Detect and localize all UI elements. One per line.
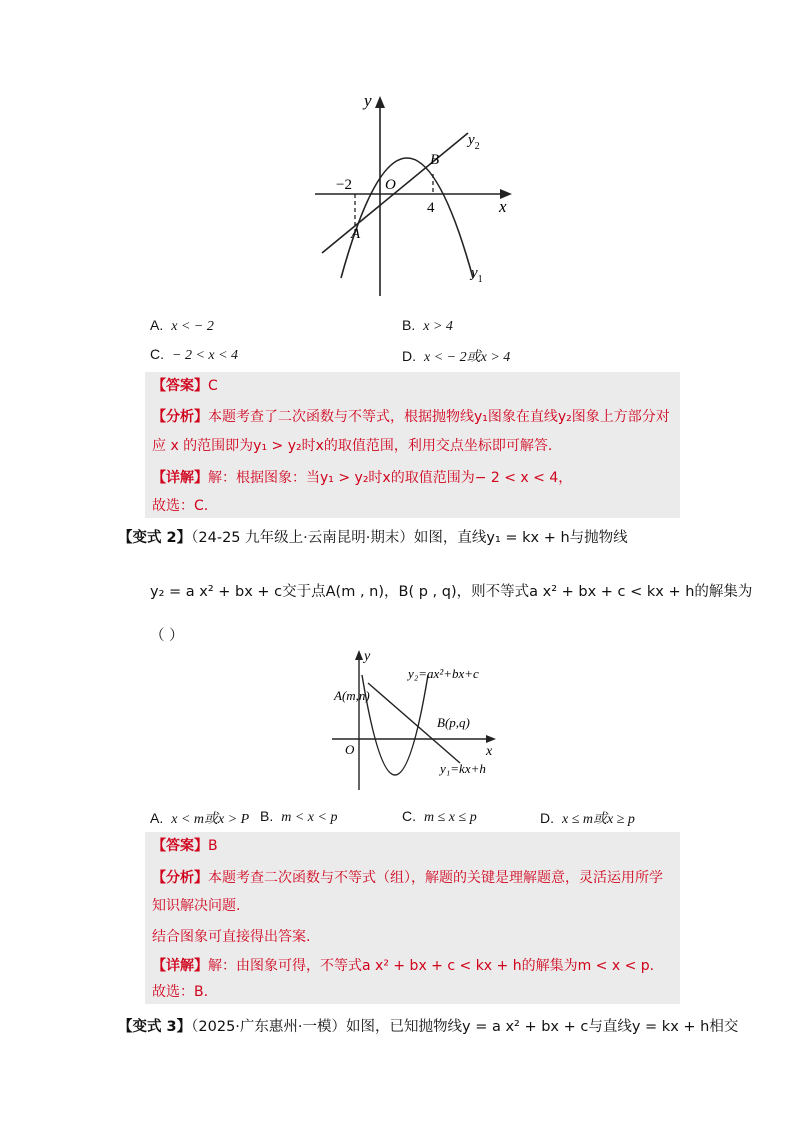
- choice-line: 故选：B.: [152, 984, 209, 1000]
- detail-text: 解：根据图象：当y₁ > y₂时x的取值范围为− 2 < x < 4，: [208, 470, 573, 486]
- analysis-line-1: [152, 407, 670, 427]
- figure-2: [320, 645, 510, 795]
- detail-line: [152, 468, 572, 488]
- line-label-y2: $y_2$: [468, 132, 480, 152]
- option-text: − 2 < x < 4: [172, 348, 239, 363]
- option-letter: C.: [150, 346, 164, 362]
- line-y2: [322, 133, 468, 253]
- q1-option-a: [150, 317, 214, 335]
- analysis-text-1: 本题考查二次函数与不等式（组），解题的关键是理解题意，灵活运用所学: [208, 870, 663, 886]
- option-letter: A.: [150, 810, 164, 826]
- tick-label-4: 4: [427, 200, 435, 216]
- origin-label: O: [345, 742, 355, 757]
- origin-label: O: [385, 177, 396, 193]
- figure-1: [300, 88, 530, 303]
- answer-value: B: [208, 838, 218, 854]
- q2-source: （24-25 九年级上·云南昆明·期末）: [191, 530, 414, 546]
- q2-stem-line-1: [118, 526, 628, 547]
- y-axis-arrow-icon: [375, 96, 385, 108]
- q3-source: （2025·广东惠州·一模）: [191, 1019, 347, 1035]
- tick-label-neg2: −2: [336, 177, 352, 193]
- option-letter: D.: [402, 348, 416, 364]
- parabola-label: y₂=ax²+bx+c: [408, 666, 479, 681]
- point-a-label: A(m,n): [334, 688, 370, 703]
- option-letter: B.: [402, 317, 416, 333]
- q2-option-b: [260, 808, 337, 826]
- q1-option-c: [150, 346, 238, 364]
- analysis-line-2: 知识解决问题.: [152, 898, 241, 914]
- option-text: x > 4: [423, 319, 453, 334]
- choice-line: 故选：C.: [152, 498, 209, 514]
- option-text: x ≤ m或x ≥ p: [562, 812, 635, 827]
- q2-stem-line-2: y₂ = a x² + bx + c交于点A(m , n)，B( p , q)，则不等式a x² + bx + c < kx + h的解集为: [150, 584, 753, 600]
- y-axis-label: y: [364, 91, 372, 110]
- q3-tag: 【变式 3】: [118, 1019, 192, 1035]
- option-text: m < x < p: [281, 810, 338, 825]
- y-axis-arrow-icon: [355, 650, 363, 660]
- curve-label-y1: $y_1$: [471, 265, 483, 285]
- detail-line: [152, 956, 654, 976]
- q1-option-b: [402, 317, 453, 335]
- detail-text: 解：由图象可得，不等式a x² + bx + c < kx + h的解集为m < x < p.: [208, 958, 655, 974]
- q3-stem-line: [118, 1015, 738, 1036]
- option-text: x < − 2: [171, 319, 214, 334]
- x-axis-label: x: [499, 197, 507, 216]
- q2-option-d: [540, 808, 635, 828]
- option-letter: A.: [150, 317, 164, 333]
- q2-answer-paren: （ ）: [150, 628, 184, 644]
- y-axis-label: y: [364, 649, 371, 664]
- answer-line: [152, 376, 218, 396]
- q2-tag: 【变式 2】: [118, 530, 192, 546]
- option-text: x < − 2或x > 4: [424, 350, 511, 365]
- line-label: y₁=kx+h: [440, 761, 486, 776]
- analysis-line-3: 结合图象可直接得出答案.: [152, 929, 311, 945]
- option-letter: C.: [402, 808, 416, 824]
- analysis-tag: 【分析】: [152, 870, 208, 886]
- q1-option-d: [402, 346, 510, 366]
- answer-tag: 【答案】: [152, 838, 208, 854]
- analysis-line-1: [152, 868, 663, 888]
- q1-answer-box: [145, 372, 680, 518]
- analysis-line-2: 应 x 的范围即为y₁ > y₂时x的取值范围，利用交点坐标即可解答.: [152, 438, 553, 454]
- point-a-label: A: [351, 226, 361, 242]
- option-text: x < m或x > P: [171, 812, 250, 827]
- x-axis-label: x: [486, 744, 493, 759]
- option-letter: D.: [540, 810, 554, 826]
- q2-answer-box: [145, 832, 680, 1004]
- option-text: m ≤ x ≤ p: [424, 810, 477, 825]
- point-b-label: B(p,q): [437, 715, 470, 730]
- answer-tag: 【答案】: [152, 378, 208, 394]
- analysis-text-1: 本题考查了二次函数与不等式，根据抛物线y₁图象在直线y₂图象上方部分对: [208, 409, 670, 425]
- x-axis-arrow-icon: [486, 735, 496, 743]
- q2-option-a: [150, 808, 249, 828]
- answer-value: C: [208, 378, 218, 394]
- answer-line: [152, 836, 218, 856]
- detail-tag: 【详解】: [152, 470, 208, 486]
- detail-tag: 【详解】: [152, 958, 208, 974]
- option-letter: B.: [260, 808, 274, 824]
- parabola-y2: [362, 675, 428, 775]
- q2-option-c: [402, 808, 477, 826]
- q3-stem-text: 如图，已知抛物线y = a x² + bx + c与直线y = kx + h相交: [346, 1019, 739, 1035]
- q2-stem-text-1: 如图，直线y₁ = kx + h与抛物线: [413, 530, 628, 546]
- analysis-tag: 【分析】: [152, 409, 208, 425]
- point-b-label: B: [430, 152, 440, 168]
- parabola-y1: [341, 158, 473, 278]
